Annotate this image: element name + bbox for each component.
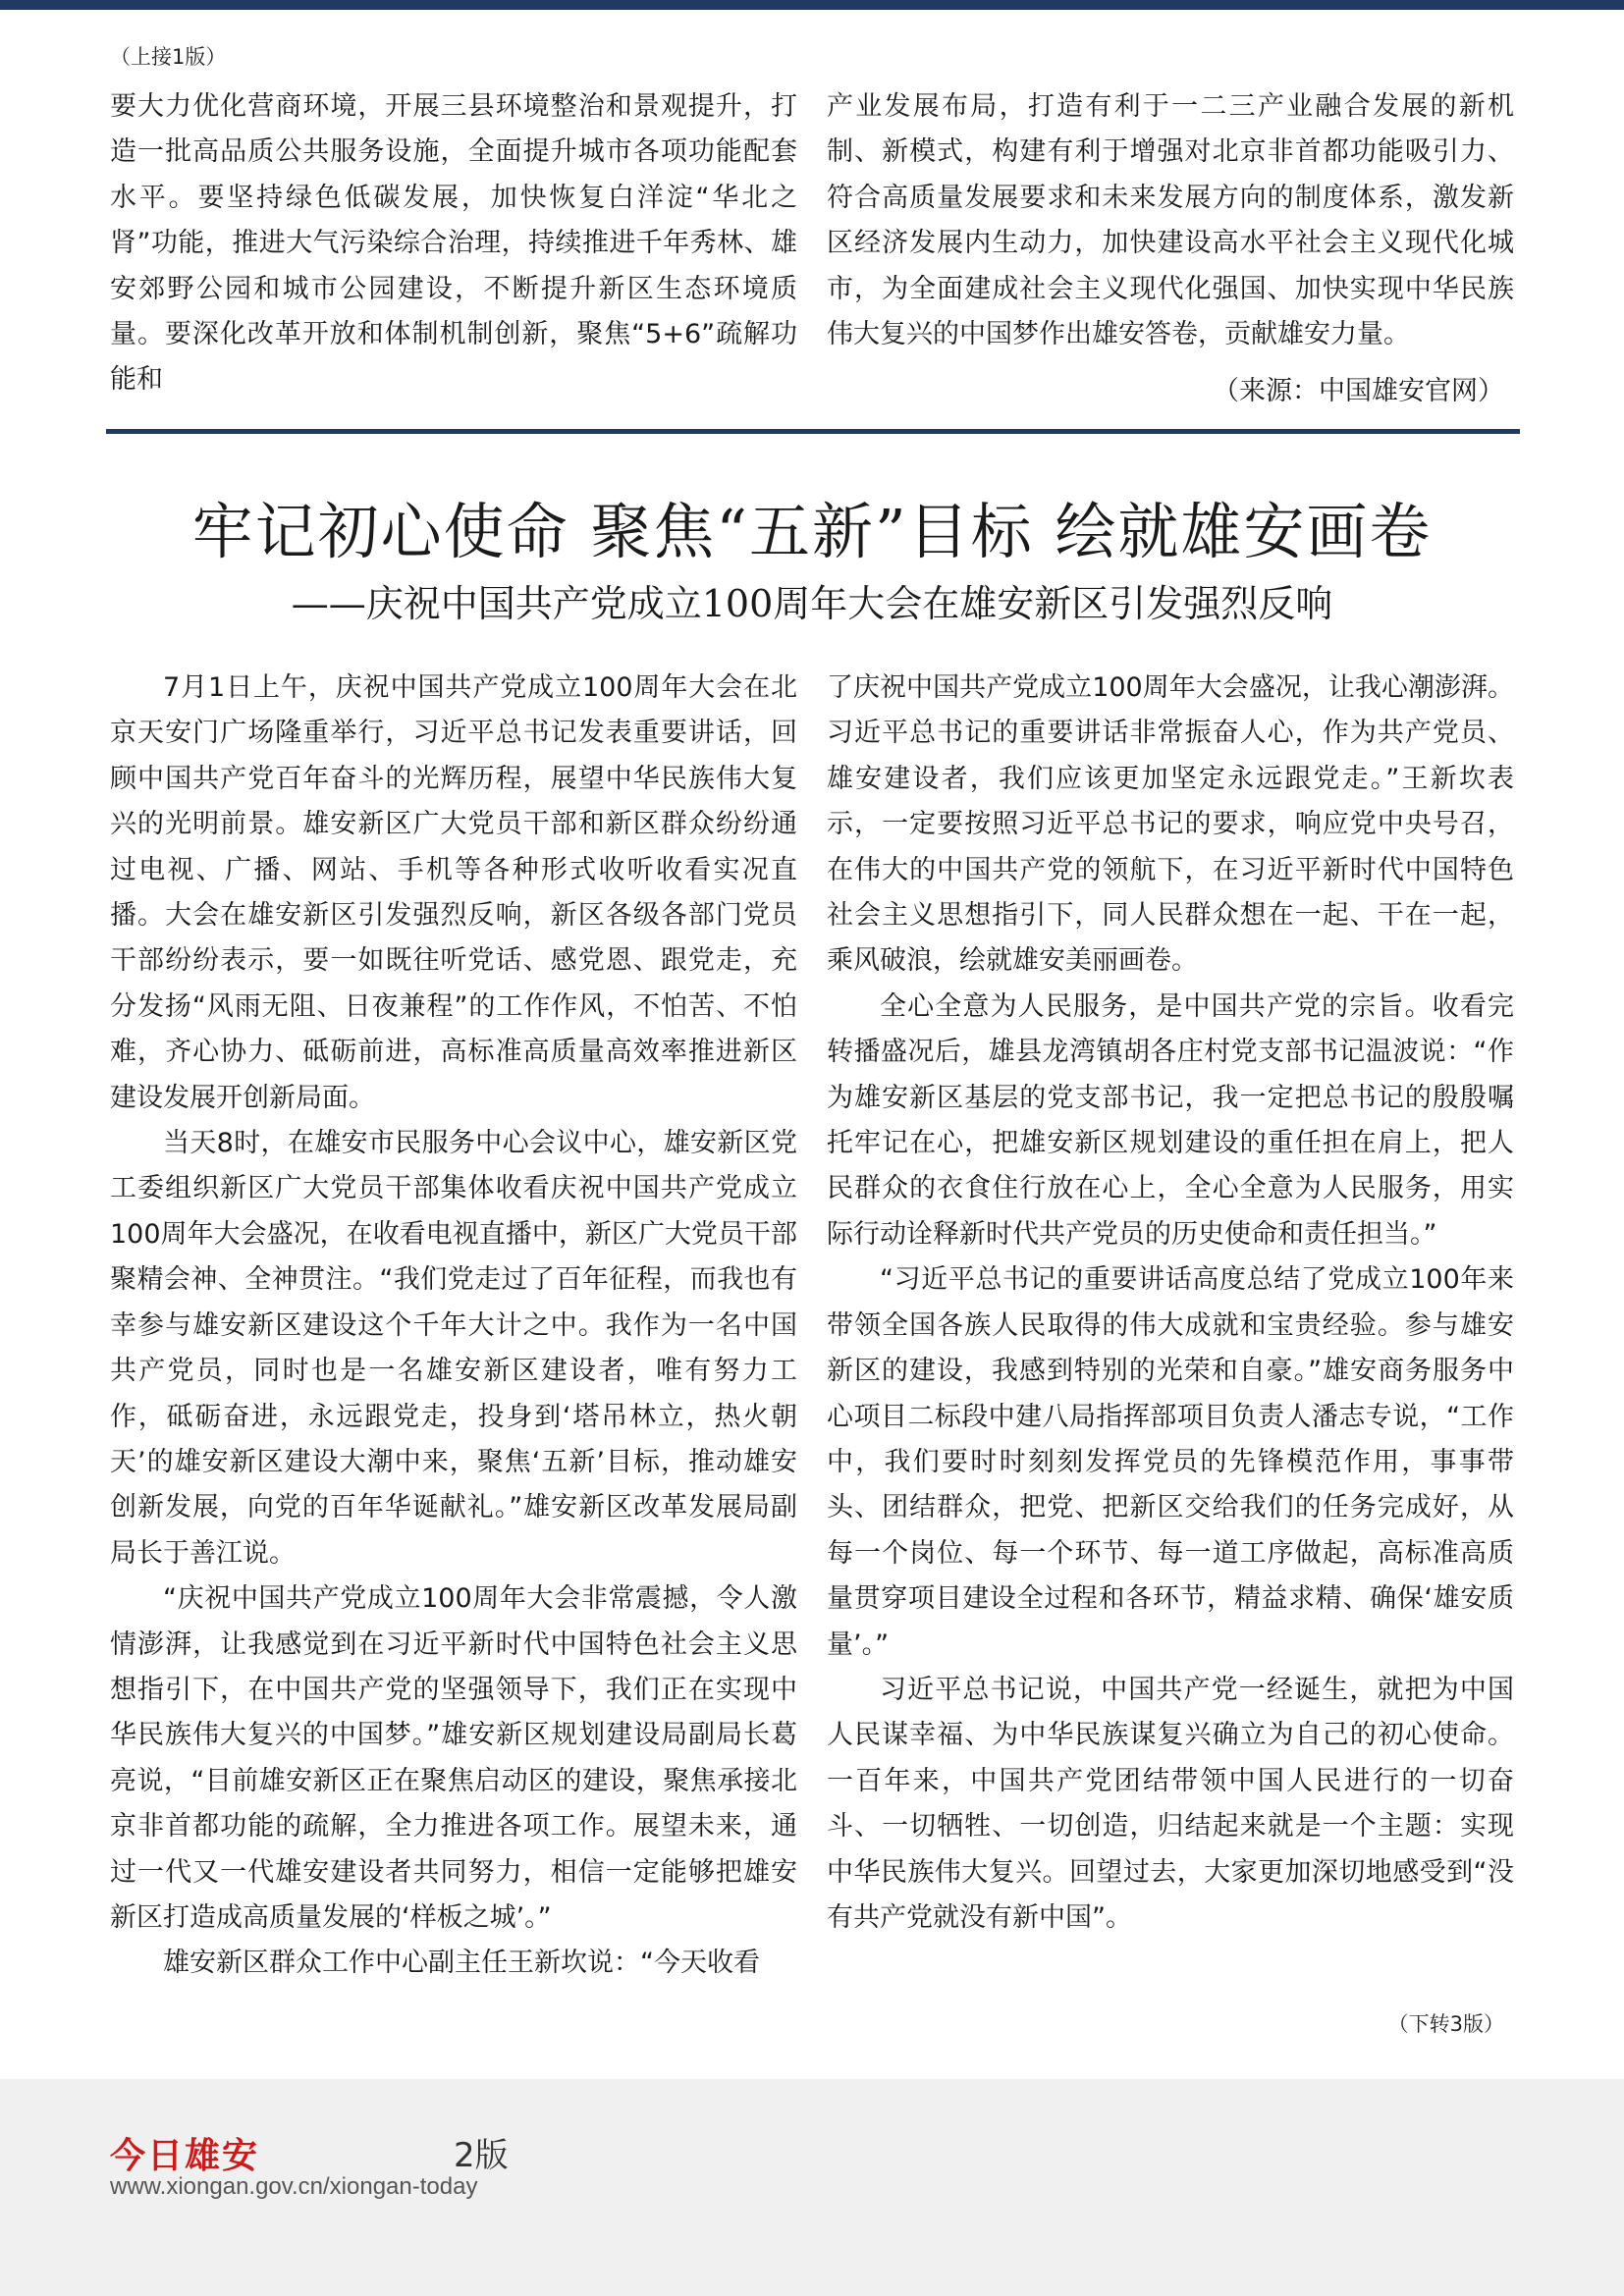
edition-number: 2版	[454, 2136, 509, 2175]
publication-logo: 今日雄安	[110, 2135, 260, 2176]
article-headline: 牢记初心使命 聚焦“五新”目标 绘就雄安画卷	[191, 496, 1433, 567]
paragraph: 全心全意为人民服务，是中国共产党的宗旨。收看完转播盛况后，雄县龙湾镇胡各庄村党支部书记温波说：“作为雄安新区基层的党支部书记，我一定把总书记的殷殷嘱托牢记在心，把雄安新区规划建设的重任担在肩上，把人民群众的衣食住行放在心上，全心全意为人民服务，用实际行动诠释新时代共产党员的历史使命和责任担当。”	[827, 990, 1514, 1250]
article-left-column	[110, 666, 797, 1987]
source-credit: （来源：中国雄安官网）	[1213, 376, 1504, 406]
website-link[interactable]: www.xiongan.gov.cn/xiongan-today	[110, 2173, 478, 2200]
continued-from-note: （上接1版）	[110, 45, 227, 69]
paragraph: 7月1日上午，庆祝中国共产党成立100周年大会在北京天安门广场隆重举行，习近平总书记发表重要讲话，回顾中国共产党百年奋斗的光辉历程，展望中华民族伟大复兴的光明前景。雄安新区广大党员干部和新区群众纷纷通过电视、广播、网站、手机等各种形式收听收看实况直播。大会在雄安新区引发强烈反响，新区各级各部门党员干部纷纷表示，要一如既往听党话、感党恩、跟党走，充分发扬“风雨无阻、日夜兼程”的工作作风，不怕苦、不怕难，齐心协力、砥砺前进，高标准高质量高效率推进新区建设发展开创新局面。	[110, 672, 797, 1113]
previous-article-left-column	[110, 84, 797, 403]
top-color-bar	[0, 0, 1624, 10]
article-right-column	[827, 666, 1514, 1941]
article-subheadline: ——庆祝中国共产党成立100周年大会在雄安新区引发强烈反响	[291, 582, 1333, 625]
paragraph: 雄安新区群众工作中心副主任王新坎说：“今天收看	[163, 1948, 760, 1979]
paragraph: 了庆祝中国共产党成立100周年大会盛况，让我心潮澎湃。习近平总书记的重要讲话非常振奋人心，作为共产党员、雄安建设者，我们应该更加坚定永远跟党走。”王新坎表示，一定要按照习近平总书记的要求，响应党中央号召，在伟大的中国共产党的领航下，在习近平新时代中国特色社会主义思想指引下，同人民群众想在一起、干在一起，乘风破浪，绘就雄安美丽画卷。	[827, 672, 1514, 977]
previous-article-right-column	[827, 84, 1514, 357]
paragraph: 习近平总书记说，中国共产党一经诞生，就把为中国人民谋幸福、为中华民族谋复兴确立为自己的初心使命。一百年来，中国共产党团结带领中国人民进行的一切奋斗、一切牺牲、一切创造，归结起来就是一个主题：实现中华民族伟大复兴。回望过去，大家更加深切地感受到“没有共产党就没有新中国”。	[827, 1674, 1514, 1933]
continued-to-note: （下转3版）	[1387, 2012, 1504, 2036]
paragraph: “庆祝中国共产党成立100周年大会非常震撼，令人激情澎湃，让我感觉到在习近平新时代中国特色社会主义思想指引下，在中国共产党的坚强领导下，我们正在实现中华民族伟大复兴的中国梦。”雄安新区规划建设局副局长葛亮说，“目前雄安新区正在聚焦启动区的建设，聚焦承接北京非首都功能的疏解，全力推进各项工作。展望未来，通过一代又一代雄安建设者共同努力，相信一定能够把雄安新区打造成高质量发展的‘样板之城’。”	[110, 1583, 797, 1933]
paragraph: 当天8时，在雄安市民服务中心会议中心，雄安新区党工委组织新区广大党员干部集体收看庆祝中国共产党成立100周年大会盛况，在收看电视直播中，新区广大党员干部聚精会神、全神贯注。“我们党走过了百年征程，而我也有幸参与雄安新区建设这个千年大计之中。我作为一名中国共产党员，同时也是一名雄安新区建设者，唯有努力工作，砥砺奋进，永远跟党走，投身到‘塔吊林立，热火朝天’的雄安新区建设大潮中来，聚焦‘五新’目标，推动雄安创新发展，向党的百年华诞献礼。”雄安新区改革发展局副局长于善江说。	[110, 1128, 797, 1569]
paragraph: “习近平总书记的重要讲话高度总结了党成立100年来带领全国各族人民取得的伟大成就和宝贵经验。参与雄安新区的建设，我感到特别的光荣和自豪。”雄安商务服务中心项目二标段中建八局指挥部项目负责人潘志专说，“工作中，我们要时时刻刻发挥党员的先锋模范作用，事事带头、团结群众，把党、把新区交给我们的任务完成好，从每一个岗位、每一个环节、每一道工序做起，高标准高质量贯穿项目建设全过程和各环节，精益求精、确保‘雄安质量’。”	[827, 1264, 1514, 1660]
paragraph: 要大力优化营商环境，开展三县环境整治和景观提升，打造一批高品质公共服务设施，全面提升城市各项功能配套水平。要坚持绿色低碳发展，加快恢复白洋淀“华北之肾”功能，推进大气污染综合治理，持续推进千年秀林、雄安郊野公园和城市公园建设，不断提升新区生态环境质量。要深化改革开放和体制机制创新，聚焦“5+6”疏解功能和	[110, 91, 797, 396]
section-divider	[106, 429, 1520, 434]
paragraph: 产业发展布局，打造有利于一二三产业融合发展的新机制、新模式，构建有利于增强对北京非首都功能吸引力、符合高质量发展要求和未来发展方向的制度体系，激发新区经济发展内生动力，加快建设高水平社会主义现代化城市，为全面建成社会主义现代化强国、加快实现中华民族伟大复兴的中国梦作出雄安答卷，贡献雄安力量。	[827, 91, 1514, 350]
